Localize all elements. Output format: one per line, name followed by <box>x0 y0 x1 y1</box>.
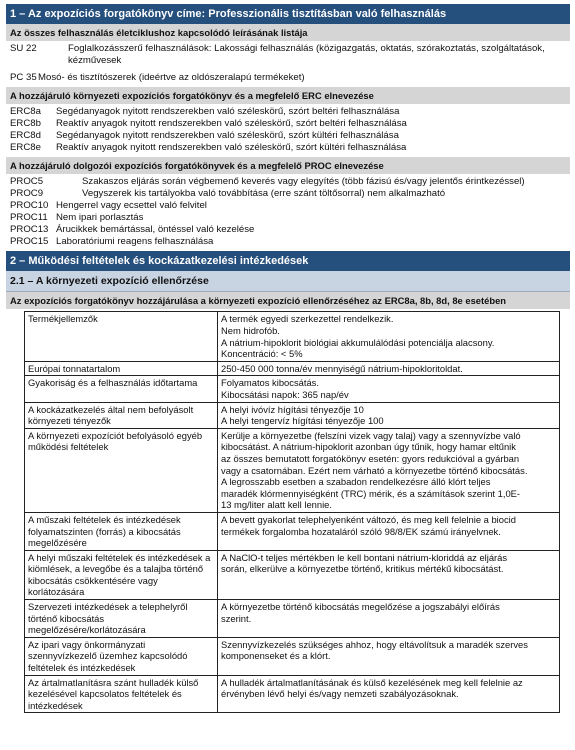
row-label-line: megelőzésére <box>28 537 87 549</box>
list-item: ERC8d Segédanyagok nyitott rendszerekben való széleskörű, szórt kültéri felhasználása <box>10 130 399 142</box>
row-label-line: történő kibocsátás <box>28 612 105 624</box>
section-2-1-title: 2.1 – A környezeti expozíció ellenőrzése <box>6 271 570 292</box>
row-value-line: A nátrium-hipoklorit biológiai akkumulálódási potenciálja alacsony. <box>221 336 495 348</box>
row-value <box>218 361 560 376</box>
row-label-line: környezeti tényezők <box>28 415 111 427</box>
row-value-line: vagy a csatornában. Ezért nem várható a környezetbe történő kibocsátás. <box>221 464 528 476</box>
table-row <box>25 361 560 376</box>
row-value <box>218 428 560 512</box>
row-label-line: A kockázatkezelés által nem befolyásolt <box>28 403 194 415</box>
environmental-control-table <box>24 311 560 713</box>
list-item: PROC10 Hengerrel vagy ecsettel való felvitel <box>10 200 207 212</box>
list-item: PROC11 Nem ipari porlasztás <box>10 212 144 224</box>
row-value-line: maradék klórmennyiségként (TRC) mérik, és a számítások szerint 1,0E- <box>221 487 521 499</box>
row-value-line: Folyamatos kibocsátás. <box>221 377 319 389</box>
list-item: ERC8b Reaktív anyagok nyitott rendszerekben való széleskörű, szórt beltéri felhasználása <box>10 118 407 130</box>
table-row <box>25 637 560 675</box>
row-label-line: A helyi műszaki feltételek és intézkedések a <box>28 551 211 563</box>
row-value <box>218 512 560 550</box>
row-label-line: A műszaki feltételek és intézkedések <box>28 513 181 525</box>
row-value-line: 250-450 000 tonna/év mennyiségű nátrium-hipokloritoldat. <box>221 362 463 374</box>
row-value <box>218 550 560 599</box>
row-value-line: A NaClO-t teljes mértékben le kell bontani nátrium-kloriddá az eljárás <box>221 551 508 563</box>
row-value-line: A helyi tengervíz hígítási tényezője 100 <box>221 415 384 427</box>
table-row <box>25 376 560 402</box>
list-item: PROC15 Laboratóriumi reagens felhasználása <box>10 236 214 248</box>
row-label-line: feltételek és intézkedések <box>28 662 136 674</box>
row-label <box>25 675 218 713</box>
lifecycle-list <box>6 41 570 87</box>
list-item: PC 35 Mosó- és tisztítószerek (ideértve az oldószeralapú termékeket) <box>10 72 305 84</box>
row-value-line: Szennyvízkezelés szükséges ahhoz, hogy eltávolítsuk a maradék szerves <box>221 638 528 650</box>
section-2-title: 2 – Működési feltételek és kockázatkezelési intézkedések <box>6 251 570 271</box>
row-label-line: működési feltételek <box>28 441 109 453</box>
row-value <box>218 312 560 361</box>
row-label <box>25 376 218 402</box>
row-value-line: Kibocsátási napok: 365 nap/év <box>221 388 349 400</box>
row-value-line: termékek forgalomba hozataláról szóló 98/8/EK számú irányelvnek. <box>221 525 501 537</box>
list-item: SU 22 Foglalkozásszerű felhasználások: Lakossági felhasználás (közigazgatás, oktatás, szórakoztatás, szolgáltatások, kézművesek <box>10 43 545 66</box>
row-value <box>218 675 560 713</box>
row-label-line: Szervezeti intézkedések a telephelyről <box>28 601 188 613</box>
row-value-line: A környezetbe történő kibocsátás megelőzése a jogszabályi előírás <box>221 601 500 613</box>
list-item: PROC13 Árucikkek bemártással, öntéssel való kezelése <box>10 224 255 236</box>
row-value-line: A legrosszabb esetben a szabadon rendelkezésre álló klórt teljes <box>221 476 491 488</box>
row-label <box>25 550 218 599</box>
row-value-line: A bevett gyakorlat telephelyenként változó, és meg kell felelnie a biocid <box>221 513 516 525</box>
row-label <box>25 428 218 512</box>
row-label-line: Gyakoriság és a felhasználás időtartama <box>28 377 198 389</box>
table-row <box>25 600 560 638</box>
section-1-title: 1 – Az expozíciós forgatókönyv címe: Professzionális tisztításban való felhasználás <box>6 4 570 24</box>
row-label-line: folyamatszinten (forrás) a kibocsátás <box>28 525 181 537</box>
row-label <box>25 512 218 550</box>
table-row <box>25 428 560 512</box>
table-row <box>25 402 560 428</box>
row-label-line: megelőzésére/korlátozására <box>28 624 146 636</box>
row-value <box>218 402 560 428</box>
row-value-line: Koncentráció: < 5% <box>221 348 303 360</box>
row-label-line: Az ártalmatlanításra szánt hulladék külső <box>28 676 199 688</box>
table-row <box>25 675 560 713</box>
row-label <box>25 402 218 428</box>
proc-header: A hozzájáruló dolgozói expozíciós forgatókönyvek és a megfelelő PROC elnevezése <box>6 157 570 174</box>
row-value-line: komponenseket és a klórt. <box>221 650 331 662</box>
lifecycle-header: Az összes felhasználás életciklushoz kapcsolódó leírásának listája <box>6 24 570 41</box>
row-value-line: az összes bemutatott forgatókönyv esetén: gyors redukcióval a gyárban <box>221 452 520 464</box>
table-row <box>25 312 560 361</box>
row-value-line: A hulladék ártalmatlanításának és külső kezelésének meg kell felelnie az <box>221 676 523 688</box>
row-label-line: kibocsátás csökkentésére vagy <box>28 574 158 586</box>
row-value <box>218 637 560 675</box>
row-value-line: 13 mg/liter alatt kell lennie. <box>221 499 332 511</box>
row-value-line: Kerülje a környezetbe (felszíni vizek vagy talaj) vagy a szennyvízbe való <box>221 429 521 441</box>
proc-list <box>6 174 570 251</box>
row-label <box>25 312 218 361</box>
row-label-line: szennyvízkezelő üzemhez kapcsolódó <box>28 650 188 662</box>
erc-header: A hozzájáruló környezeti expozíciós forgatókönyv és a megfelelő ERC elnevezése <box>6 87 570 104</box>
row-label-line: Termékjellemzők <box>28 313 98 325</box>
list-item: ERC8e Reaktív anyagok nyitott rendszerekben való széleskörű, szórt kültéri felhasználása <box>10 142 407 154</box>
list-item: PROC5 Szakaszos eljárás során végbemenő keverés vagy elegyítés (több fázisú és/vagy jelentős érintkezéssel) <box>10 176 525 188</box>
contribution-header: Az expozíciós forgatókönyv hozzájárulása a környezeti expozíció ellenőrzéséhez az ERC8a, 8b, 8d, 8e esetében <box>6 292 570 309</box>
row-value-line: érvényben lévő helyi és/vagy nemzeti szabályozásoknak. <box>221 688 459 700</box>
row-label-line: Európai tonnatartalom <box>28 362 121 374</box>
row-label-line: kezelésével kapcsolatos feltételek és <box>28 688 182 700</box>
row-value <box>218 600 560 638</box>
erc-list <box>6 104 570 157</box>
list-item: ERC8a Segédanyagok nyitott rendszerekben való széleskörű, szórt beltéri felhasználása <box>10 106 400 118</box>
row-value-line: A helyi ivóvíz hígítási tényezője 10 <box>221 403 364 415</box>
table-row <box>25 550 560 599</box>
row-label <box>25 600 218 638</box>
row-value-line: Nem hidrofób. <box>221 325 280 336</box>
row-value-line: kibocsátást. A nátrium-hipoklorit azonban úgy tűnik, hogy hamar eltűnik <box>221 441 516 453</box>
row-label <box>25 361 218 376</box>
row-label-line: A környezeti expozíciót befolyásoló egyéb <box>28 429 203 441</box>
row-value <box>218 376 560 402</box>
row-label <box>25 637 218 675</box>
row-value-line: A termék egyedi szerkezettel rendelkezik. <box>221 313 394 325</box>
row-value-line: szerint. <box>221 612 252 624</box>
row-label-line: Az ipari vagy önkormányzati <box>28 638 146 650</box>
row-label-line: korlátozására <box>28 586 85 598</box>
row-value-line: során, elkerülve a környezetbe történő, kritikus mértékű kibocsátást. <box>221 563 504 575</box>
document-page <box>6 4 570 713</box>
row-label-line: intézkedések <box>28 699 83 711</box>
table-row <box>25 512 560 550</box>
list-item: PROC9 Vegyszerek kis tartályokba való továbbítása (erre szánt töltősorral) nem alkalmazható <box>10 188 446 200</box>
row-label-line: kiömlések, a levegőbe és a talajba történő <box>28 563 204 575</box>
